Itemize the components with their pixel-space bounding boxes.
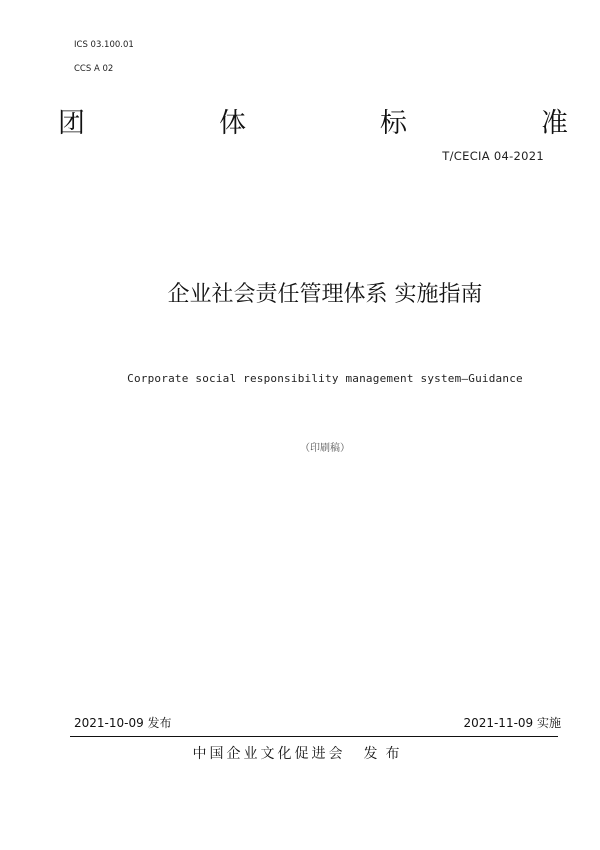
- standard-type-char: 标: [380, 108, 407, 139]
- standard-type-heading: [58, 106, 568, 142]
- publisher-line: [0, 743, 600, 763]
- ccs-code: CCS A 02: [74, 64, 114, 74]
- publisher-name: 中国企业文化促进会: [192, 746, 346, 762]
- standard-number: T/CECIA 04-2021: [442, 149, 544, 163]
- ics-code: ICS 03.100.01: [74, 40, 134, 50]
- issue-label: 发布: [363, 746, 408, 762]
- standard-type-char: 准: [541, 108, 568, 139]
- standard-type-char: 体: [219, 108, 246, 139]
- document-title-en: Corporate social responsibility management system—Guidance: [127, 372, 523, 385]
- classification-codes: [74, 33, 134, 81]
- implement-date: 2021-11-09 实施: [463, 716, 561, 730]
- date-row: [74, 714, 561, 731]
- document-title-cn: 企业社会责任管理体系 实施指南: [167, 282, 483, 307]
- standard-type-char: 团: [58, 108, 85, 139]
- document-version-note: （印刷稿）: [300, 443, 350, 454]
- publish-date: 2021-10-09 发布: [74, 716, 172, 730]
- footer-divider: [70, 736, 558, 737]
